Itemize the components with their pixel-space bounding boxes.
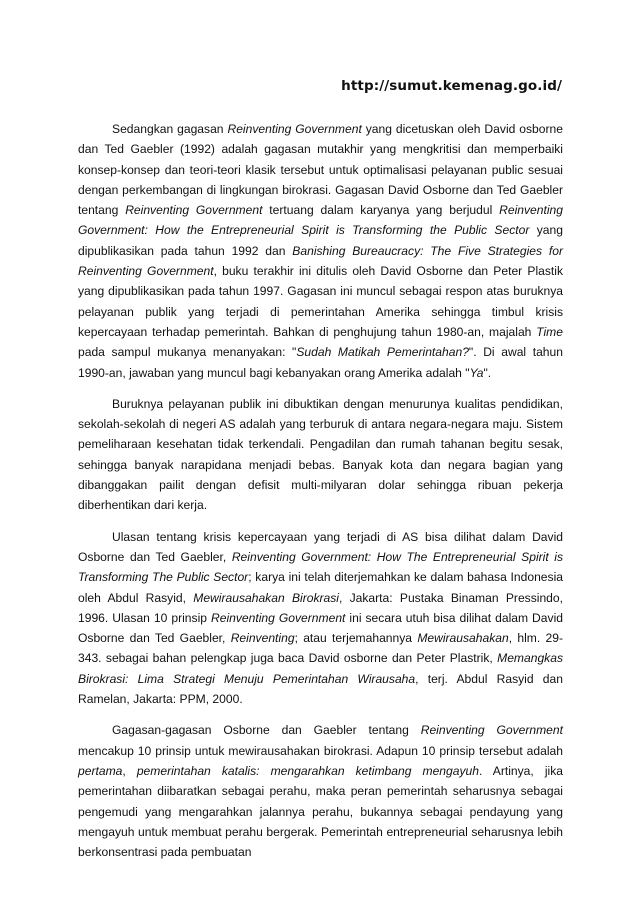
italic-text: Reinventing Government (125, 203, 263, 218)
text-span: ; karya ini telah diterjemahkan ke dalam bahasa Indonesia oleh Abdul Rasyid, (78, 570, 563, 605)
italic-text: Ya (469, 365, 484, 380)
italic-text: Sudah Matikah Pemerintahan? (296, 345, 469, 360)
italic-text: Mewirausahakan (417, 631, 509, 646)
text-span: , buku terakhir ini ditulis oleh David Osborne dan Peter Plastik yang dipublikasikan pada tahun 1997. Gagasan ini muncul sebagai respon atas buruknya pelayanan publik yang terjadi di pemerintahan Amerika sehingga timbul krisis kepercayaan terhadap pemerintah. Bahkan di penghujung tahun 1980-an, majalah (78, 264, 563, 339)
text-span: , (122, 763, 137, 778)
text-span: tertuang dalam karyanya yang berjudul (262, 203, 500, 218)
text-span: . Artinya, jika pemerintahan diibaratkan sebagai perahu, maka peran pemerintah seharusnya sebagai pengemudi yang mengarahkan jalannya perahu, bukannya sebagai pendayung yang mengayuh untuk membuat perahu bergerak. Pemerintah entrepreneurial seharusnya lebih berkonsentrasi pada pembuatan (78, 763, 563, 860)
paragraph-3 (78, 527, 563, 710)
italic-text: pertama (78, 763, 123, 778)
text-span: ". Di awal tahun 1990-an, jawaban yang muncul bagi kebanyakan orang Amerika adalah " (78, 345, 563, 380)
italic-text: Reinventing Government: How the Entrepreneurial Spirit is Transforming the Public Sector (78, 203, 563, 238)
italic-text: Reinventing Government (420, 723, 563, 738)
text-span: , hlm. 29-343. sebagai bahan pelengkap juga baca David osborne dan Peter Plastrik, (78, 631, 563, 666)
italic-text: Banishing Bureaucracy: The Five Strategies for Reinventing Government (78, 243, 563, 279)
italic-text: Reinventing (230, 631, 295, 646)
text-span: Ulasan tentang krisis kepercayaan yang terjadi di AS bisa dilihat dalam David Osborne dan Ted Gaebler, (78, 529, 563, 564)
text-span: Sedangkan gagasan (112, 122, 228, 136)
italic-text: Memangkas Birokrasi: Lima Strategi Menuju Pemerintahan Wirausaha (78, 651, 563, 686)
text-span: ; atau terjemahannya (294, 631, 418, 646)
text-span: yang dicetuskan oleh David osborne dan Ted Gaebler (1992) adalah gagasan mutakhir yang mengkritisi dan memperbaiki konsep-konsep dan teori-teori klasik tersebut untuk optimalisasi pelayanan public sesuai dengan perkembangan di lingkungan birokrasi. Gagasan David Osborne dan Ted Gaebler tentang (78, 122, 563, 218)
text-span: , Jakarta: Pustaka Binaman Pressindo, 1996. Ulasan 10 prinsip (78, 590, 563, 625)
text-span: ini secara utuh bisa dilihat dalam David Osborne dan Ted Gaebler, (78, 610, 563, 646)
italic-text: Reinventing Government (227, 122, 362, 136)
italic-text: Reinventing Government (210, 610, 346, 625)
text-span: ". (483, 365, 492, 380)
italic-text: Mewirausahakan Birokrasi (193, 590, 339, 605)
paragraph-4 (78, 720, 563, 862)
paragraph-2 (78, 394, 563, 516)
italic-text: Time (536, 324, 563, 339)
italic-text: Reinventing Government: How The Entrepreneurial Spirit is Transforming The Public Sector (78, 549, 564, 585)
text-span: yang dipublikasikan pada tahun 1992 dan (78, 223, 563, 258)
text-span: pada sampul mukanya menanyakan: " (78, 345, 297, 360)
text-span: Buruknya pelayanan publik ini dibuktikan dengan menurunya kualitas pendidikan, sekolah-sekolah di negeri AS adalah yang terburuk di antara negara-negara maju. Sistem pemeliharaan kesehatan tidak terkendali. Pengadilan dan rumah tahanan begitu sesak, sehingga banyak narapidana menjadi bebas. Banyak kota dan negara bagian yang dibanggakan pailit dengan defisit multi-milyaran dolar sehingga ribuan pekerja diberhentikan dari kerja. (78, 396, 563, 513)
text-span: , terj. Abdul Rasyid dan Ramelan, Jakarta: PPM, 2000. (78, 671, 563, 707)
italic-text: pemerintahan katalis: mengarahkan ketimbang mengayuh (136, 763, 479, 778)
text-span: Gagasan-gagasan Osborne dan Gaebler tentang (112, 723, 421, 738)
document-body (78, 119, 563, 873)
paragraph-1 (78, 119, 563, 383)
text-span: mencakup 10 prinsip untuk mewirausahakan birokrasi. Adapun 10 prinsip tersebut adalah (78, 743, 563, 758)
source-url: http://sumut.kemenag.go.id/ (341, 78, 562, 94)
